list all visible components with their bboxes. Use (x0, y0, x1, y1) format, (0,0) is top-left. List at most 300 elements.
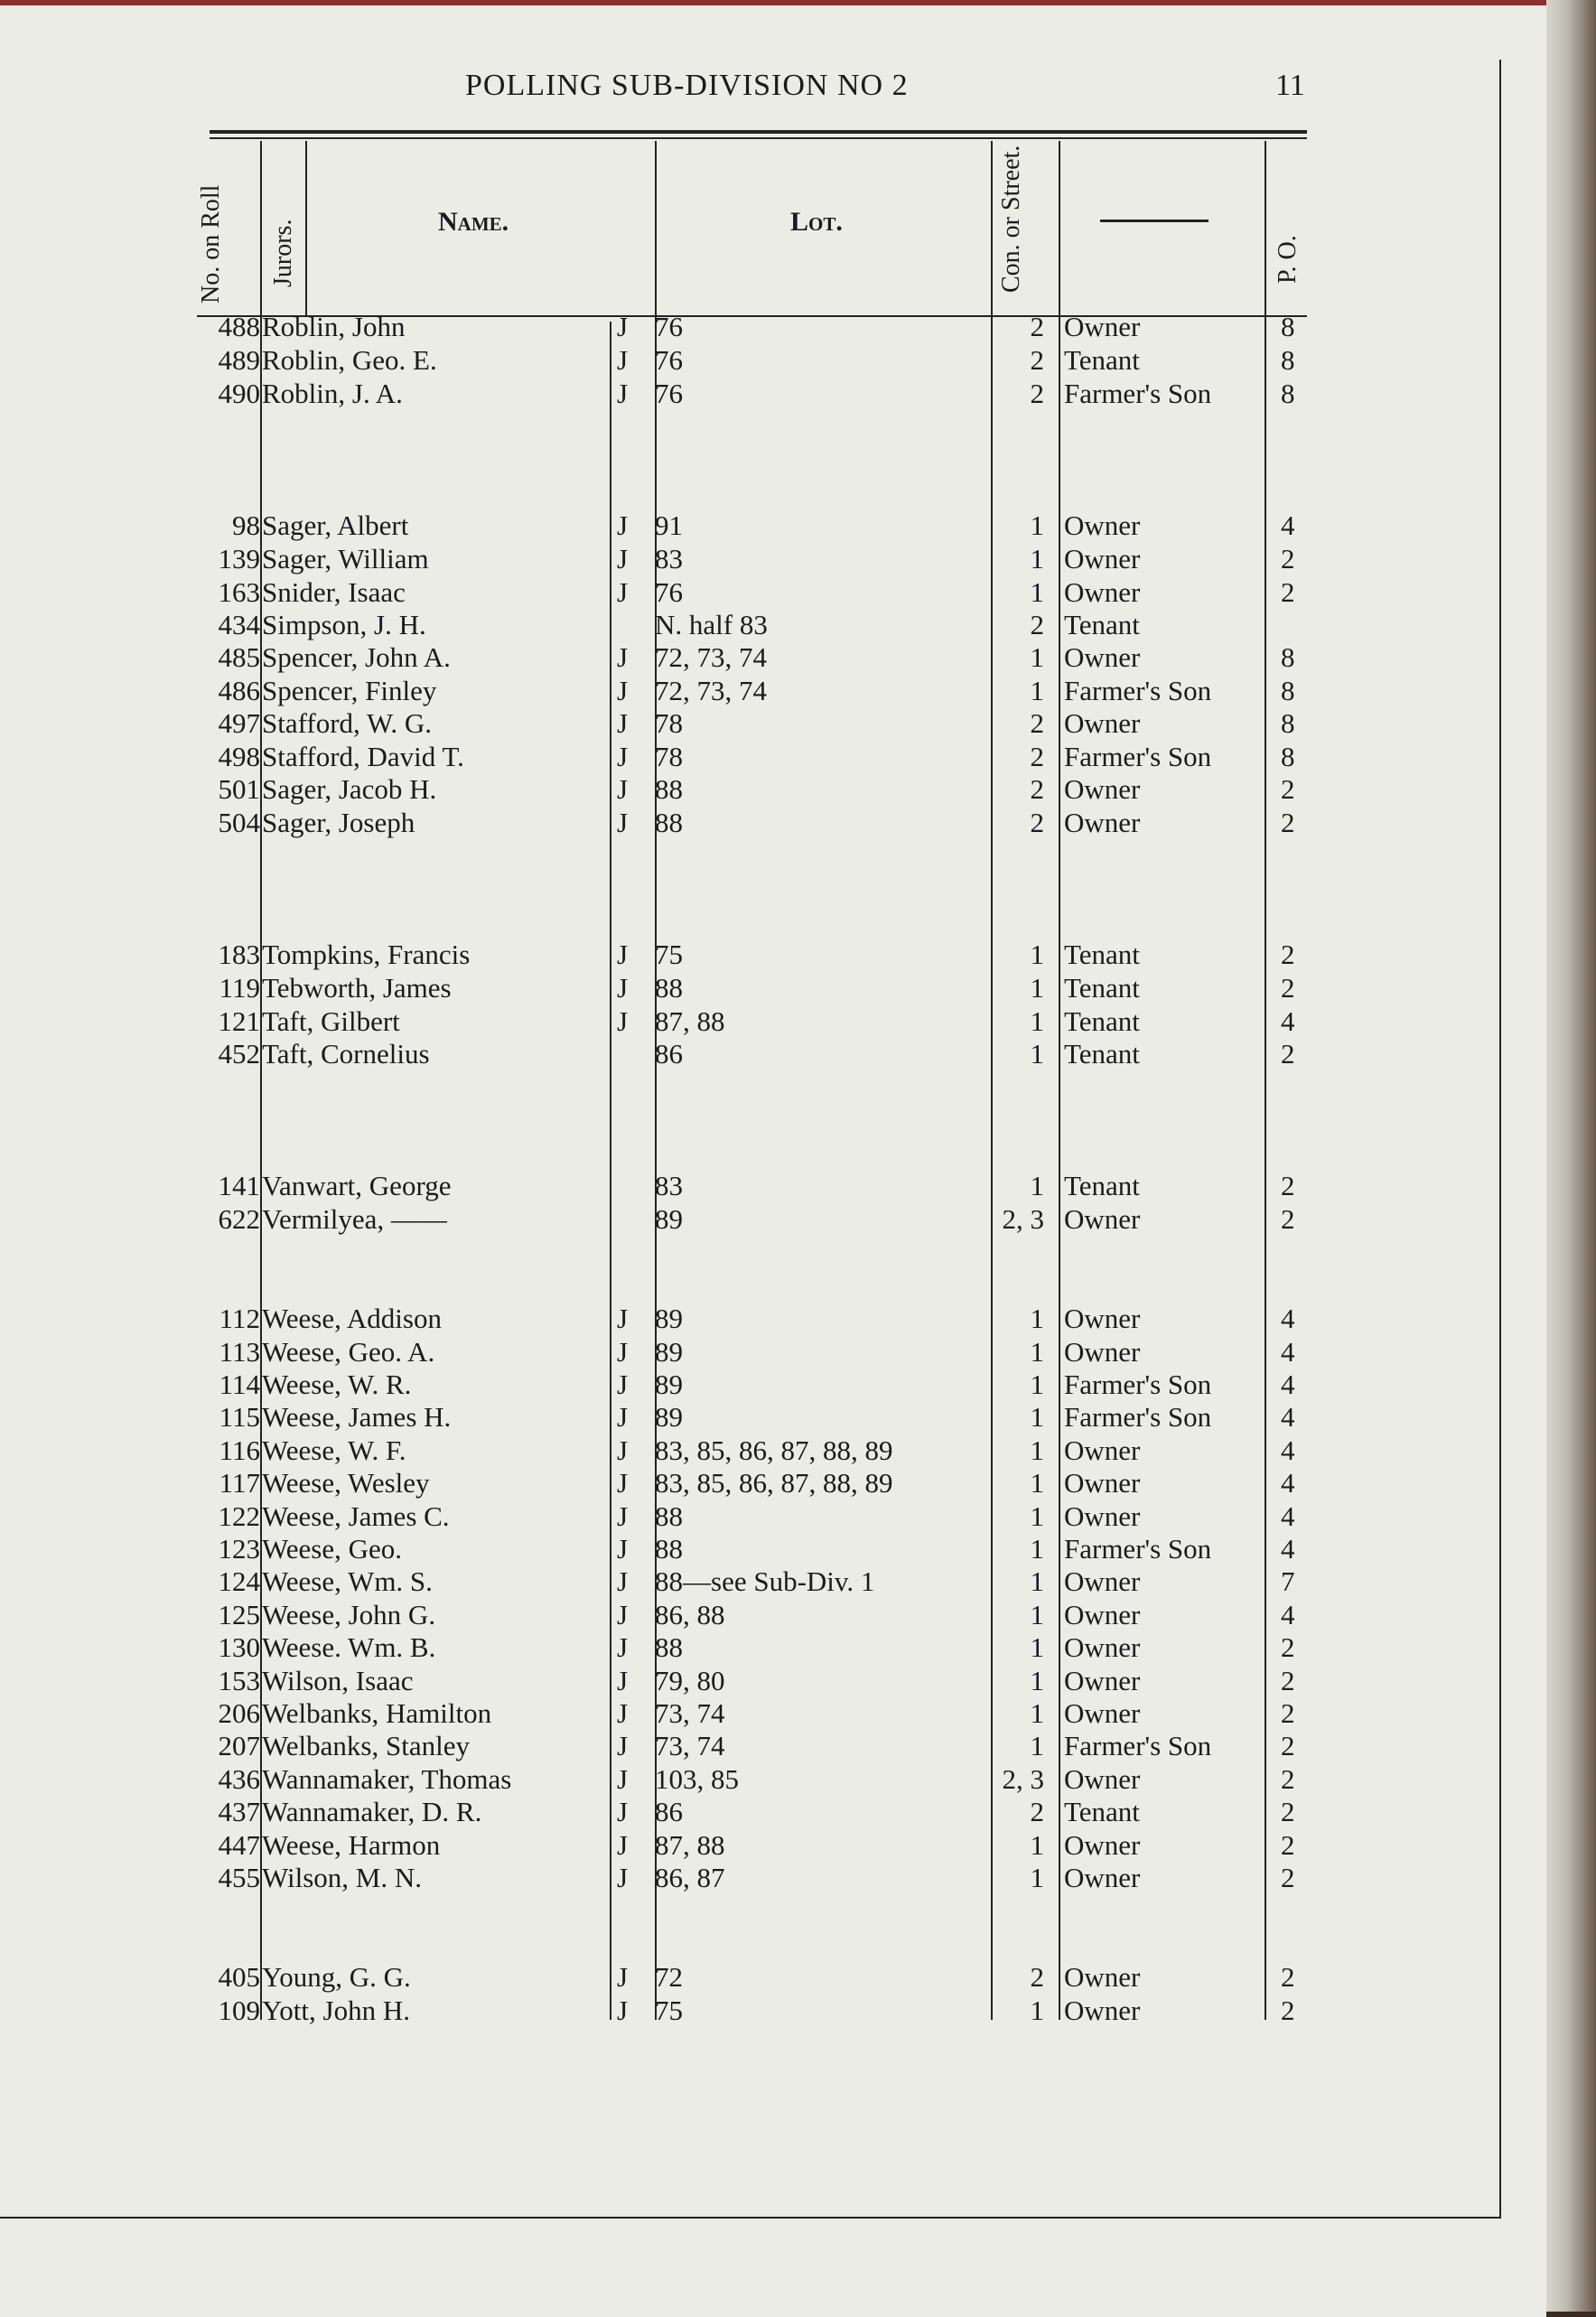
voter-name: Weese, James C. (262, 1500, 450, 1532)
roll-number: 501 (218, 773, 260, 805)
roll-number: 434 (218, 609, 260, 640)
post-office-value: 2 (1281, 576, 1295, 608)
roll-number: 163 (218, 576, 260, 608)
voter-name: Weese, Geo. A. (262, 1336, 435, 1368)
concession-value: 1 (1030, 1565, 1044, 1597)
lot-value: 76 (655, 311, 683, 342)
concession-value: 1 (1030, 972, 1044, 1004)
status-value: Owner (1064, 641, 1141, 673)
status-value: Owner (1064, 1467, 1141, 1499)
juror-mark: J (617, 1500, 629, 1532)
col-jurors-heading: Jurors. (269, 219, 297, 287)
lot-value: 78 (655, 741, 683, 772)
roll-number: 436 (218, 1763, 260, 1795)
roll-number: 109 (218, 1995, 260, 2026)
status-value: Owner (1064, 1665, 1141, 1696)
concession-value: 1 (1030, 1599, 1044, 1630)
juror-mark: J (617, 1369, 629, 1400)
voter-name: Weese, Wm. S. (262, 1565, 433, 1597)
roll-number: 112 (219, 1303, 260, 1334)
status-value: Owner (1064, 1565, 1141, 1597)
status-value: Farmer's Son (1064, 1533, 1212, 1565)
voter-name: Weese, W. F. (262, 1434, 406, 1466)
concession-value: 2 (1030, 807, 1044, 838)
roll-number: 113 (219, 1336, 260, 1368)
juror-mark: J (617, 1961, 629, 1993)
roll-number: 622 (218, 1203, 260, 1235)
juror-mark: J (617, 741, 629, 772)
status-value: Owner (1064, 576, 1141, 608)
table-row (0, 773, 1546, 806)
juror-mark: J (617, 675, 629, 706)
lot-value: 72, 73, 74 (655, 641, 767, 673)
post-office-value: 2 (1281, 1038, 1295, 1070)
roll-number: 123 (218, 1533, 260, 1565)
voter-name: Tompkins, Francis (262, 939, 471, 970)
juror-mark: J (617, 344, 629, 376)
concession-value: 1 (1030, 1303, 1044, 1334)
lot-value: 103, 85 (655, 1763, 739, 1795)
juror-mark: J (617, 1631, 629, 1663)
concession-value: 2 (1030, 609, 1044, 640)
lot-value: 72 (655, 1961, 683, 1993)
voter-name: Taft, Gilbert (262, 1005, 400, 1037)
status-value: Owner (1064, 1995, 1141, 2026)
concession-value: 1 (1030, 1631, 1044, 1663)
concession-value: 1 (1030, 939, 1044, 970)
juror-mark: J (617, 1829, 629, 1861)
table-row (0, 707, 1546, 740)
concession-value: 1 (1030, 1434, 1044, 1466)
post-office-value: 8 (1281, 311, 1295, 342)
post-office-value: 4 (1281, 1401, 1295, 1433)
lot-value: 72, 73, 74 (655, 675, 767, 706)
juror-mark: J (617, 1796, 629, 1827)
concession-value: 2, 3 (1002, 1203, 1044, 1235)
lot-value: 87, 88 (655, 1005, 725, 1037)
concession-value: 1 (1030, 1829, 1044, 1861)
lot-value: 86, 88 (655, 1599, 725, 1630)
roll-number: 124 (218, 1565, 260, 1597)
post-office-value: 2 (1281, 1665, 1295, 1696)
status-value: Owner (1064, 543, 1141, 575)
table-row (0, 1336, 1546, 1369)
post-office-value: 8 (1281, 344, 1295, 376)
concession-value: 2 (1030, 378, 1044, 409)
status-value: Owner (1064, 1862, 1141, 1893)
table-row (0, 675, 1546, 707)
juror-mark: J (617, 1005, 629, 1037)
status-value: Owner (1064, 1697, 1141, 1729)
status-value: Owner (1064, 311, 1141, 342)
juror-mark: J (617, 707, 629, 739)
table-row (0, 1038, 1546, 1070)
roll-number: 119 (219, 972, 260, 1004)
status-value: Farmer's Son (1064, 741, 1212, 772)
post-office-value: 4 (1281, 1369, 1295, 1400)
col-separator-jurors (305, 141, 307, 317)
lot-value: 83 (655, 543, 683, 575)
col-roll-heading: No. on Roll (197, 184, 225, 304)
post-office-value: 4 (1281, 1599, 1295, 1630)
table-row (0, 1467, 1546, 1500)
juror-mark: J (617, 1467, 629, 1499)
status-value: Tenant (1064, 344, 1140, 376)
voter-name: Weese, Geo. (262, 1533, 403, 1565)
lot-value: 76 (655, 344, 683, 376)
voter-name: Roblin, Geo. E. (262, 344, 437, 376)
table-row (0, 509, 1546, 542)
roll-number: 485 (218, 641, 260, 673)
col-lot-heading: Lot. (790, 207, 843, 237)
juror-mark: J (617, 1730, 629, 1761)
juror-mark: J (617, 1697, 629, 1729)
post-office-value: 8 (1281, 675, 1295, 706)
concession-value: 2 (1030, 773, 1044, 805)
voter-name: Taft, Cornelius (262, 1038, 430, 1070)
juror-mark: J (617, 1862, 629, 1893)
juror-mark: J (617, 378, 629, 409)
table-row (0, 972, 1546, 1004)
voter-name: Weese, Addison (262, 1303, 442, 1334)
juror-mark: J (617, 807, 629, 838)
concession-value: 1 (1030, 1336, 1044, 1368)
col-con-heading: Con. or Street. (997, 145, 1025, 293)
roll-number: 405 (218, 1961, 260, 1993)
roll-number: 130 (218, 1631, 260, 1663)
voter-name: Vermilyea, —— (262, 1203, 447, 1235)
juror-mark: J (617, 1533, 629, 1565)
status-value: Tenant (1064, 1796, 1140, 1827)
post-office-value: 4 (1281, 1005, 1295, 1037)
roll-number: 498 (218, 741, 260, 772)
voter-name: Weese. Wm. B. (262, 1631, 436, 1663)
post-office-value: 2 (1281, 1995, 1295, 2026)
post-office-value: 8 (1281, 641, 1295, 673)
roll-number: 488 (218, 311, 260, 342)
table-row (0, 1599, 1546, 1631)
concession-value: 1 (1030, 641, 1044, 673)
concession-value: 1 (1030, 1005, 1044, 1037)
table-row (0, 1303, 1546, 1335)
lot-value: 88—see Sub-Div. 1 (655, 1565, 875, 1597)
post-office-value: 2 (1281, 1796, 1295, 1827)
juror-mark: J (617, 543, 629, 575)
post-office-value: 2 (1281, 1203, 1295, 1235)
voter-name: Stafford, W. G. (262, 707, 433, 739)
status-value: Owner (1064, 807, 1141, 838)
juror-mark: J (617, 1665, 629, 1696)
post-office-value: 2 (1281, 1862, 1295, 1893)
header-rule-top (210, 130, 1307, 134)
roll-number: 125 (218, 1599, 260, 1630)
concession-value: 1 (1030, 1369, 1044, 1400)
table-row (0, 1763, 1546, 1796)
post-office-value: 4 (1281, 1303, 1295, 1334)
roll-number: 497 (218, 707, 260, 739)
voter-name: Vanwart, George (262, 1170, 452, 1201)
status-value: Tenant (1064, 1005, 1140, 1037)
roll-number: 455 (218, 1862, 260, 1893)
juror-mark: J (617, 1565, 629, 1597)
lot-value: 88 (655, 773, 683, 805)
lot-value: 89 (655, 1401, 683, 1433)
voter-name: Wilson, Isaac (262, 1665, 414, 1696)
lot-value: N. half 83 (655, 609, 768, 640)
lot-value: 89 (655, 1369, 683, 1400)
concession-value: 1 (1030, 543, 1044, 575)
juror-mark: J (617, 1303, 629, 1334)
concession-value: 1 (1030, 1697, 1044, 1729)
concession-value: 2 (1030, 741, 1044, 772)
post-office-value: 4 (1281, 1434, 1295, 1466)
table-row (0, 1665, 1546, 1697)
roll-number: 121 (218, 1005, 260, 1037)
table-row (0, 1434, 1546, 1467)
concession-value: 2 (1030, 1961, 1044, 1993)
voter-name: Yott, John H. (262, 1995, 410, 2026)
header-rule-second (210, 137, 1307, 139)
table-row (0, 1203, 1546, 1236)
post-office-value: 2 (1281, 1697, 1295, 1729)
status-value: Owner (1064, 707, 1141, 739)
status-value: Tenant (1064, 1038, 1140, 1070)
roll-number: 504 (218, 807, 260, 838)
juror-mark: J (617, 773, 629, 805)
juror-mark: J (617, 939, 629, 970)
juror-mark: J (617, 509, 629, 541)
concession-value: 2 (1030, 707, 1044, 739)
status-value: Owner (1064, 1829, 1141, 1861)
voter-name: Weese, W. R. (262, 1369, 412, 1400)
post-office-value: 4 (1281, 1500, 1295, 1532)
juror-mark: J (617, 972, 629, 1004)
col-po-heading: P. O. (1274, 235, 1302, 284)
book-edge (1546, 0, 1596, 2312)
post-office-value: 8 (1281, 741, 1295, 772)
table-row (0, 1697, 1546, 1730)
table-row (0, 1401, 1546, 1434)
post-office-value: 4 (1281, 1467, 1295, 1499)
juror-mark: J (617, 1599, 629, 1630)
lot-value: 89 (655, 1303, 683, 1334)
voter-name: Wilson, M. N. (262, 1862, 423, 1893)
table-row (0, 1500, 1546, 1533)
concession-value: 1 (1030, 509, 1044, 541)
table-row (0, 1730, 1546, 1762)
roll-number: 141 (218, 1170, 260, 1201)
table-row (0, 1005, 1546, 1038)
roll-number: 206 (218, 1697, 260, 1729)
post-office-value: 2 (1281, 773, 1295, 805)
post-office-value: 2 (1281, 1961, 1295, 1993)
voter-name: Wannamaker, Thomas (262, 1763, 512, 1795)
voter-name: Sager, Joseph (262, 807, 415, 838)
concession-value: 1 (1030, 1467, 1044, 1499)
lot-value: 88 (655, 1631, 683, 1663)
table-row (0, 641, 1546, 674)
juror-mark: J (617, 1995, 629, 2026)
concession-value: 1 (1030, 1170, 1044, 1201)
table-row (0, 1631, 1546, 1664)
lot-value: 87, 88 (655, 1829, 725, 1861)
col-status-heading-dash (1100, 220, 1209, 222)
table-row (0, 807, 1546, 839)
voter-name: Sager, Albert (262, 509, 409, 541)
voter-name: Weese, John G. (262, 1599, 436, 1630)
juror-mark: J (617, 1763, 629, 1795)
juror-mark: J (617, 1401, 629, 1433)
voter-name: Wannamaker, D. R. (262, 1796, 482, 1827)
post-office-value: 2 (1281, 1763, 1295, 1795)
concession-value: 2 (1030, 311, 1044, 342)
post-office-value: 2 (1281, 1730, 1295, 1761)
table-row (0, 1170, 1546, 1202)
status-value: Tenant (1064, 972, 1140, 1004)
concession-value: 1 (1030, 1500, 1044, 1532)
voter-name: Spencer, John A. (262, 641, 451, 673)
concession-value: 1 (1030, 1862, 1044, 1893)
status-value: Owner (1064, 1631, 1141, 1663)
lot-value: 73, 74 (655, 1730, 725, 1761)
lot-value: 88 (655, 972, 683, 1004)
table-row (0, 1829, 1546, 1862)
post-office-value: 4 (1281, 1533, 1295, 1565)
post-office-value: 2 (1281, 972, 1295, 1004)
status-value: Owner (1064, 1203, 1141, 1235)
voter-name: Sager, William (262, 543, 429, 575)
concession-value: 1 (1030, 675, 1044, 706)
voter-name: Simpson, J. H. (262, 609, 426, 640)
voter-name: Weese, James H. (262, 1401, 452, 1433)
voter-name: Roblin, J. A. (262, 378, 403, 409)
voter-name: Sager, Jacob H. (262, 773, 437, 805)
lot-value: 83, 85, 86, 87, 88, 89 (655, 1434, 893, 1466)
post-office-value: 7 (1281, 1565, 1295, 1597)
status-value: Owner (1064, 509, 1141, 541)
status-value: Owner (1064, 1961, 1141, 1993)
concession-value: 2 (1030, 1796, 1044, 1827)
status-value: Tenant (1064, 609, 1140, 640)
page-title: POLLING SUB-DIVISION NO 2 (465, 69, 909, 102)
page-number: 11 (1275, 69, 1305, 102)
juror-mark: J (617, 641, 629, 673)
voter-name: Weese, Wesley (262, 1467, 430, 1499)
status-value: Owner (1064, 1599, 1141, 1630)
status-value: Tenant (1064, 1170, 1140, 1201)
status-value: Farmer's Son (1064, 675, 1212, 706)
status-value: Owner (1064, 1763, 1141, 1795)
voter-name: Stafford, David T. (262, 741, 464, 772)
post-office-value: 2 (1281, 543, 1295, 575)
post-office-value: 4 (1281, 509, 1295, 541)
lot-value: 76 (655, 576, 683, 608)
voter-name: Weese, Harmon (262, 1829, 441, 1861)
post-office-value: 8 (1281, 378, 1295, 409)
voter-name: Snider, Isaac (262, 576, 406, 608)
voter-name: Welbanks, Hamilton (262, 1697, 492, 1729)
lot-value: 86, 87 (655, 1862, 725, 1893)
lot-value: 78 (655, 707, 683, 739)
juror-mark: J (617, 311, 629, 342)
status-value: Owner (1064, 1303, 1141, 1334)
lot-value: 86 (655, 1038, 683, 1070)
roll-number: 139 (218, 543, 260, 575)
table-row (0, 609, 1546, 641)
lot-value: 86 (655, 1796, 683, 1827)
lot-value: 91 (655, 509, 683, 541)
table-row (0, 378, 1546, 410)
voter-name: Spencer, Finley (262, 675, 437, 706)
lot-value: 73, 74 (655, 1697, 725, 1729)
roll-number: 452 (218, 1038, 260, 1070)
roll-number: 98 (232, 509, 260, 541)
lot-value: 83 (655, 1170, 683, 1201)
status-value: Owner (1064, 773, 1141, 805)
table-row (0, 1961, 1546, 1994)
roll-number: 114 (219, 1369, 260, 1400)
table-row (0, 311, 1546, 343)
status-value: Farmer's Son (1064, 1401, 1212, 1433)
roll-number: 437 (218, 1796, 260, 1827)
table-row (0, 741, 1546, 773)
roll-number: 490 (218, 378, 260, 409)
concession-value: 1 (1030, 1533, 1044, 1565)
status-value: Farmer's Son (1064, 1730, 1212, 1761)
roll-number: 207 (218, 1730, 260, 1761)
status-value: Owner (1064, 1336, 1141, 1368)
roll-number: 116 (219, 1434, 260, 1466)
concession-value: 1 (1030, 1665, 1044, 1696)
table-row (0, 576, 1546, 609)
lot-value: 83, 85, 86, 87, 88, 89 (655, 1467, 893, 1499)
lot-value: 79, 80 (655, 1665, 725, 1696)
concession-value: 2 (1030, 344, 1044, 376)
post-office-value: 2 (1281, 939, 1295, 970)
juror-mark: J (617, 1336, 629, 1368)
lot-value: 88 (655, 1533, 683, 1565)
voter-name: Young, G. G. (262, 1961, 411, 1993)
post-office-value: 2 (1281, 1170, 1295, 1201)
post-office-value: 8 (1281, 707, 1295, 739)
roll-number: 447 (218, 1829, 260, 1861)
lot-value: 75 (655, 1995, 683, 2026)
post-office-value: 2 (1281, 807, 1295, 838)
page-border-bottom (0, 2217, 1499, 2219)
table-row (0, 1995, 1546, 2027)
lot-value: 88 (655, 1500, 683, 1532)
status-value: Owner (1064, 1434, 1141, 1466)
col-name-heading: Name. (438, 207, 509, 237)
table-row (0, 939, 1546, 971)
roll-number: 183 (218, 939, 260, 970)
table-row (0, 1862, 1546, 1894)
table-row (0, 344, 1546, 377)
status-value: Farmer's Son (1064, 378, 1212, 409)
voter-name: Tebworth, James (262, 972, 452, 1004)
lot-value: 89 (655, 1336, 683, 1368)
roll-number: 115 (219, 1401, 260, 1433)
table-row (0, 1565, 1546, 1598)
juror-mark: J (617, 1434, 629, 1466)
lot-value: 76 (655, 378, 683, 409)
roll-number: 117 (219, 1467, 260, 1499)
status-value: Tenant (1064, 939, 1140, 970)
roll-number: 489 (218, 344, 260, 376)
voter-name: Roblin, John (262, 311, 406, 342)
concession-value: 1 (1030, 1038, 1044, 1070)
roll-number: 486 (218, 675, 260, 706)
